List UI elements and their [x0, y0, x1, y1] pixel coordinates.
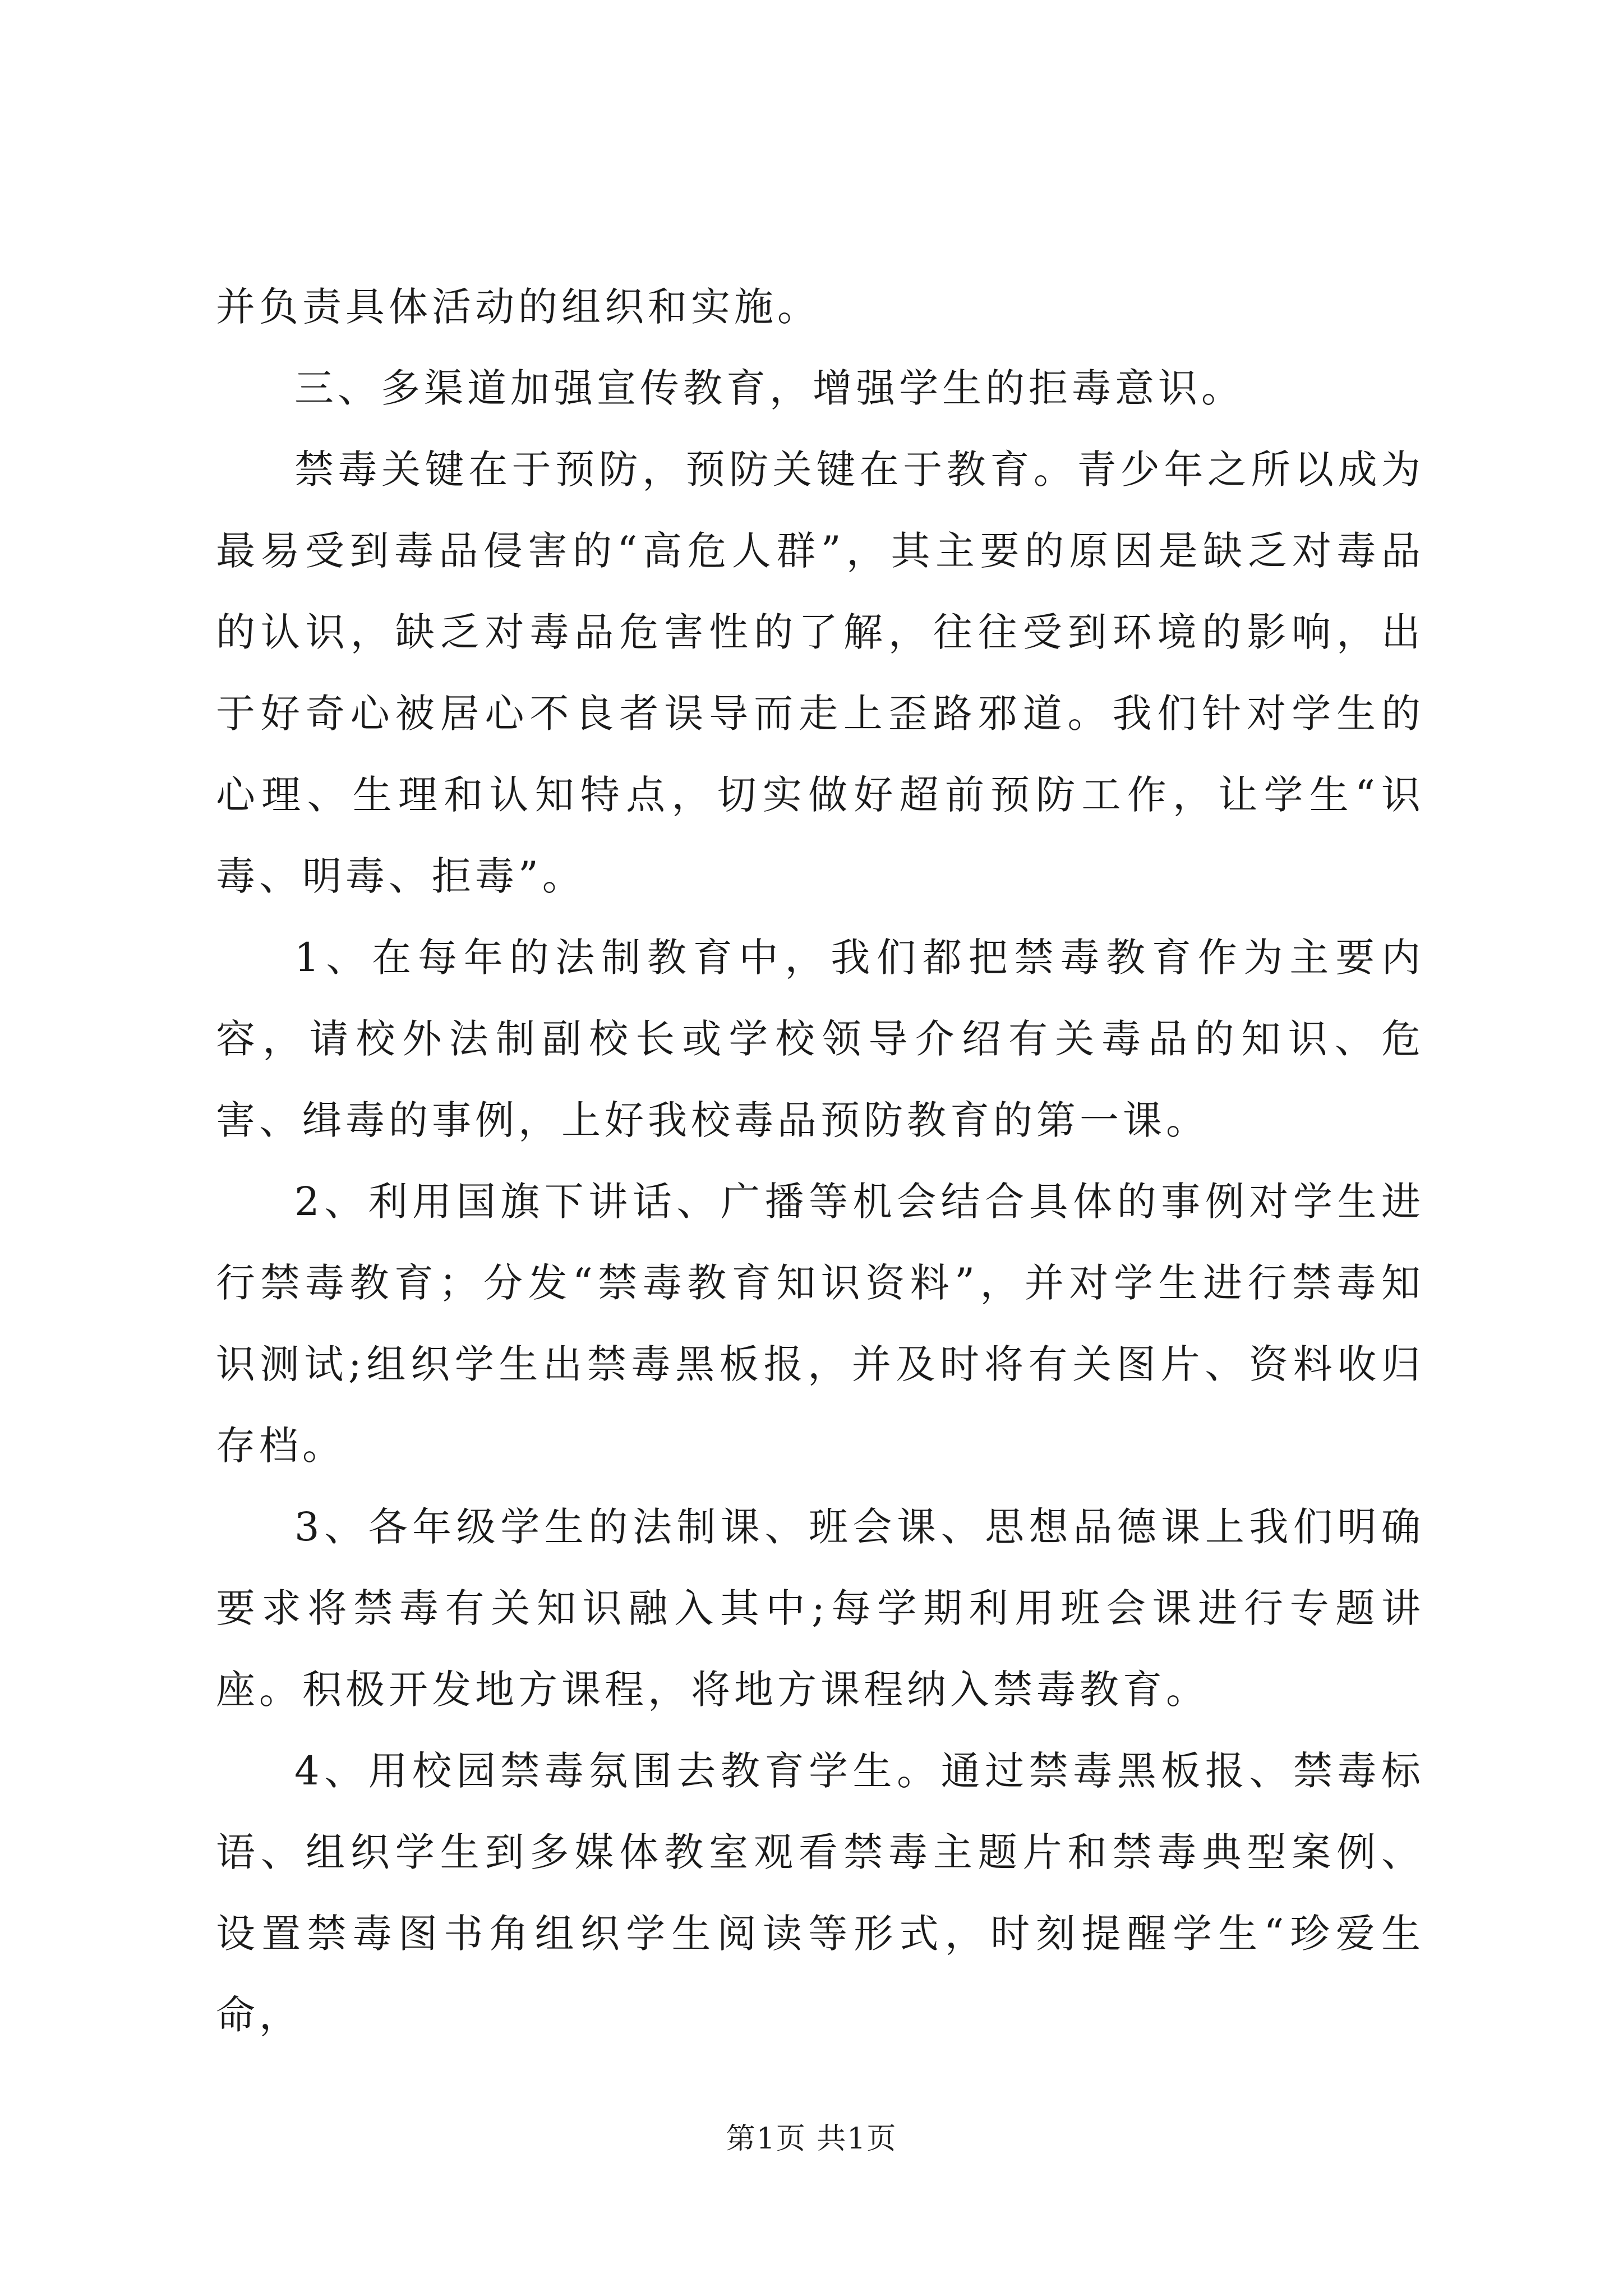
paragraph-3: 禁毒关键在于预防，预防关键在于教育。青少年之所以成为最易受到毒品侵害的“高危人群”，其主要的原因是缺乏对毒品的认识，缺乏对毒品危害性的了解，往往受到环境的影响，出于好奇心被居心不良者误导而走上歪路邪道。我们针对学生的心理、生理和认知特点，切实做好超前预防工作，让学生“识毒、明毒、拒毒”。 [216, 447, 1424, 899]
paragraph-1: 并负责具体活动的组织和实施。 [216, 284, 820, 330]
paragraph-2-heading: 三、多渠道加强宣传教育，增强学生的拒毒意识。 [294, 365, 1244, 411]
paragraph-4: 1、在每年的法制教育中，我们都把禁毒教育作为主要内容，请校外法制副校长或学校领导介绍有关毒品的知识、危害、缉毒的事例，上好我校毒品预防教育的第一课。 [216, 935, 1424, 1143]
paragraph-7: 4、用校园禁毒氛围去教育学生。通过禁毒黑板报、禁毒标语、组织学生到多媒体教室观看禁毒主题片和禁毒典型案例、设置禁毒图书角组织学生阅读等形式，时刻提醒学生“珍爱生命， [216, 1748, 1424, 2038]
page-number-footer: 第1页 共1页 [726, 2122, 897, 2156]
paragraph-5: 2、利用国旗下讲话、广播等机会结合具体的事例对学生进行禁毒教育；分发“禁毒教育知识资料”，并对学生进行禁毒知识测试;组织学生出禁毒黑板报，并及时将有关图片、资料收归存档。 [216, 1179, 1424, 1469]
document-body [216, 266, 1424, 2056]
paragraph-6: 3、各年级学生的法制课、班会课、思想品德课上我们明确要求将禁毒有关知识融入其中;每学期利用班会课进行专题讲座。积极开发地方课程，将地方课程纳入禁毒教育。 [216, 1504, 1424, 1713]
